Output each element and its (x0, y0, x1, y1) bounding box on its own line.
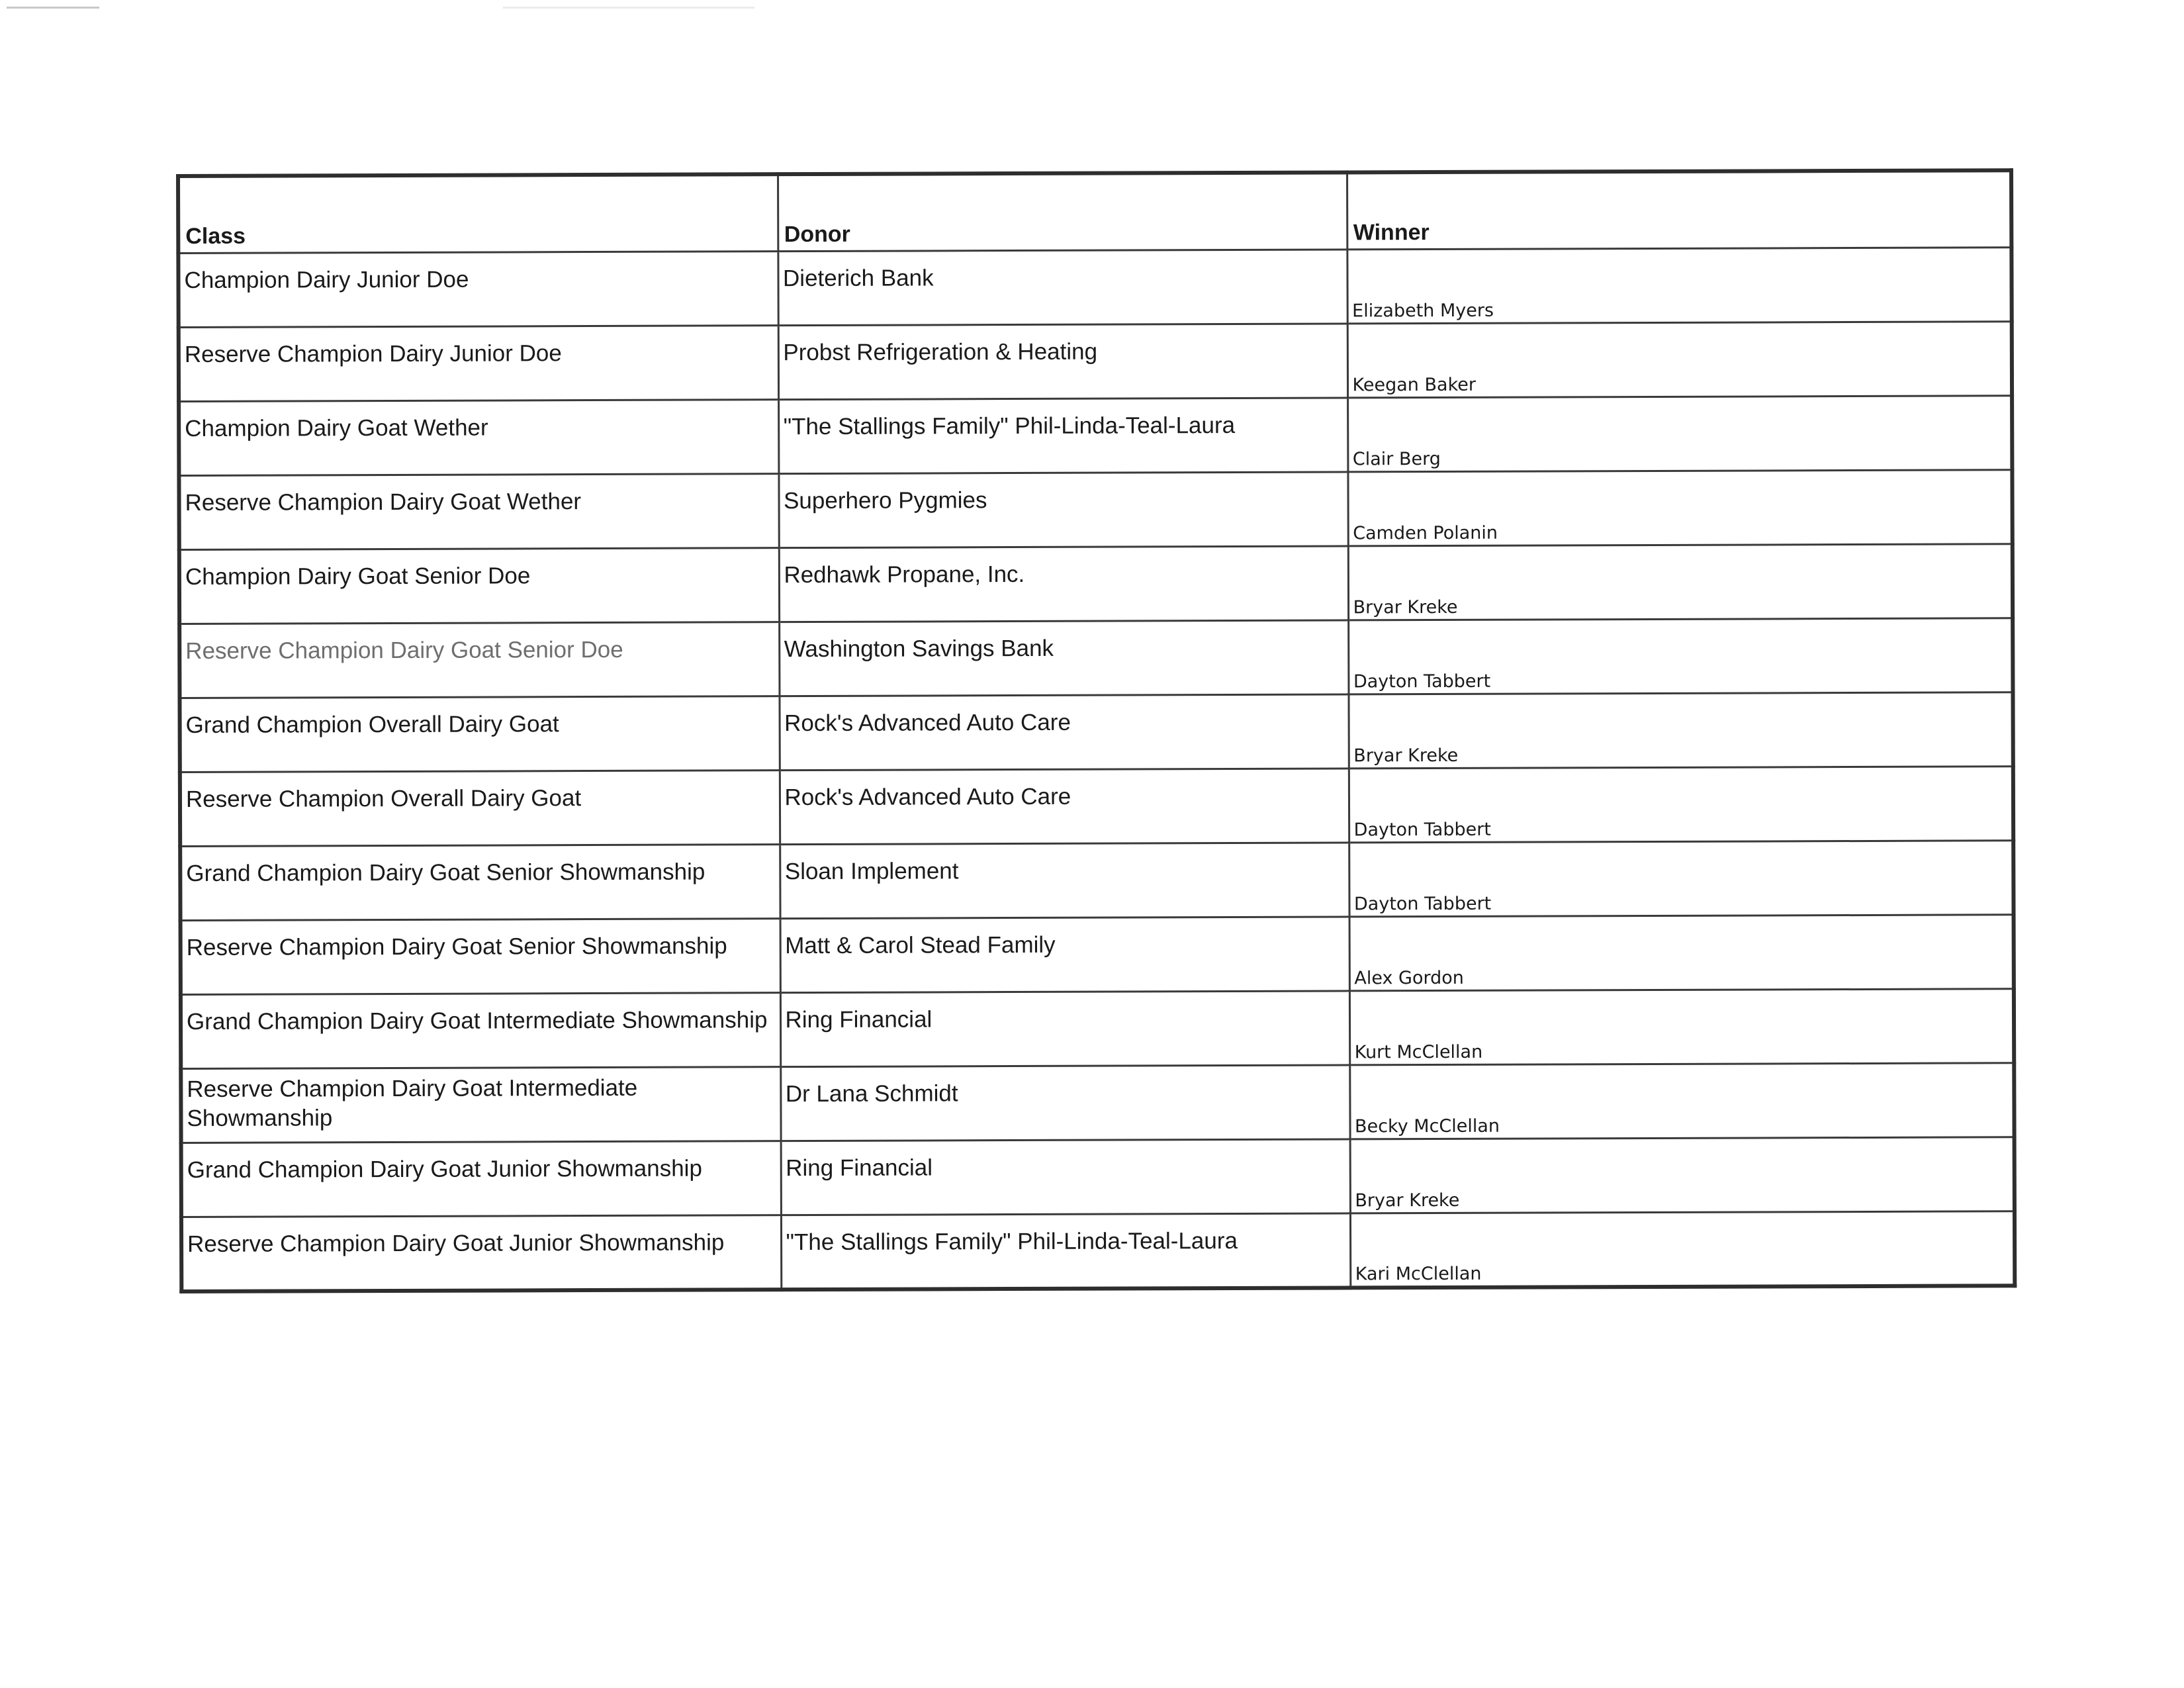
table-row (179, 618, 2013, 698)
table-row (178, 248, 2011, 328)
donor-cell: Sloan Implement (780, 843, 1349, 919)
winner-cell: Bryar Kreke (1350, 1137, 2015, 1213)
donor-cell: Ring Financial (780, 991, 1349, 1067)
awards-table (176, 168, 2017, 1293)
header-row (178, 170, 2011, 253)
class-cell: Champion Dairy Junior Doe (178, 252, 778, 328)
donor-cell: "The Stallings Family" Phil-Linda-Teal-Laura (781, 1213, 1350, 1289)
donor-cell: "The Stallings Family" Phil-Linda-Teal-Laura (778, 398, 1347, 474)
winner-cell: Keegan Baker (1347, 322, 2012, 398)
donor-cell: Rock's Advanced Auto Care (779, 694, 1348, 771)
class-cell: Reserve Champion Dairy Goat Wether (179, 474, 778, 550)
table-row (180, 841, 2013, 921)
class-cell: Reserve Champion Overall Dairy Goat (180, 771, 780, 847)
class-cell: Grand Champion Dairy Goat Intermediate Showmanship (181, 993, 780, 1069)
header-winner: Winner (1347, 170, 2011, 250)
donor-cell: Washington Savings Bank (779, 620, 1348, 696)
class-cell: Reserve Champion Dairy Goat Senior Doe (179, 622, 779, 698)
donor-cell: Matt & Carol Stead Family (780, 917, 1349, 993)
winner-cell: Dayton Tabbert (1348, 618, 2013, 694)
class-cell: Grand Champion Dairy Goat Senior Showmanship (180, 845, 780, 921)
donor-cell: Ring Financial (781, 1139, 1350, 1215)
scan-edge-mark (503, 7, 754, 9)
winner-cell: Elizabeth Myers (1347, 248, 2011, 324)
table-row (179, 544, 2013, 624)
table-row (179, 692, 2013, 773)
winner-cell: Kari McClellan (1350, 1211, 2015, 1288)
table-row (181, 1211, 2015, 1291)
winner-cell: Bryar Kreke (1348, 692, 2013, 769)
class-cell: Champion Dairy Goat Wether (179, 400, 778, 476)
table-row (181, 915, 2014, 995)
class-cell: Reserve Champion Dairy Goat Intermediate Showmanship (181, 1067, 780, 1143)
class-cell: Grand Champion Dairy Goat Junior Showmanship (181, 1141, 781, 1217)
donor-cell: Probst Refrigeration & Heating (778, 324, 1347, 400)
class-cell: Reserve Champion Dairy Goat Senior Showmanship (181, 919, 780, 995)
table-row (181, 1063, 2014, 1143)
table-row (179, 470, 2012, 550)
donor-cell: Dieterich Bank (778, 250, 1347, 326)
winner-cell: Dayton Tabbert (1349, 841, 2013, 917)
winner-cell: Becky McClellan (1349, 1063, 2014, 1139)
header-class: Class (178, 174, 778, 253)
table-row (180, 767, 2013, 847)
winner-cell: Alex Gordon (1349, 915, 2014, 991)
donor-cell: Redhawk Propane, Inc. (779, 546, 1348, 622)
class-cell: Champion Dairy Goat Senior Doe (179, 548, 779, 624)
winner-cell: Clair Berg (1347, 396, 2012, 472)
winner-cell: Dayton Tabbert (1349, 767, 2013, 843)
donor-cell: Superhero Pygmies (778, 472, 1347, 548)
winner-cell: Bryar Kreke (1348, 544, 2013, 620)
table-row (179, 396, 2012, 476)
class-cell: Grand Champion Overall Dairy Goat (179, 696, 779, 773)
class-cell: Reserve Champion Dairy Junior Doe (179, 326, 778, 402)
table-row (181, 989, 2014, 1069)
donor-cell: Dr Lana Schmidt (780, 1065, 1349, 1141)
header-donor: Donor (778, 172, 1347, 251)
winner-cell: Kurt McClellan (1349, 989, 2014, 1065)
table-row (179, 322, 2012, 402)
class-cell: Reserve Champion Dairy Goat Junior Showmanship (181, 1215, 781, 1291)
winner-cell: Camden Polanin (1347, 470, 2012, 546)
donor-cell: Rock's Advanced Auto Care (780, 769, 1349, 845)
scan-edge-mark (7, 7, 99, 9)
table-row (181, 1137, 2015, 1217)
